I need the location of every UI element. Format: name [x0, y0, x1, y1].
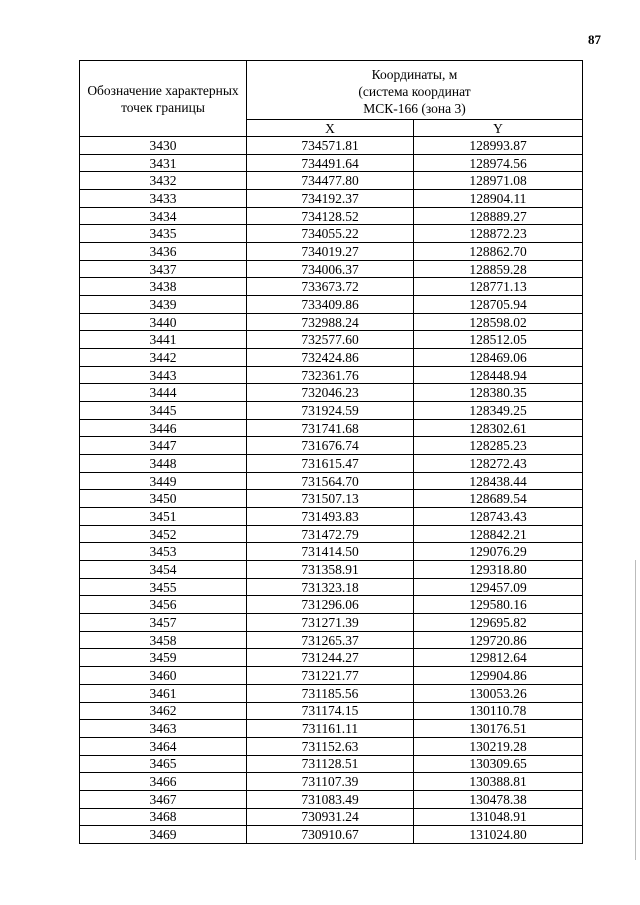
x-coordinate-cell: 731221.77	[247, 667, 414, 685]
point-id-cell: 3465	[80, 755, 247, 773]
table-row	[80, 773, 583, 791]
point-id-cell: 3463	[80, 720, 247, 738]
x-coordinate-cell: 731564.70	[247, 472, 414, 490]
y-coordinate-cell: 130219.28	[414, 737, 583, 755]
x-coordinate-cell: 732424.86	[247, 349, 414, 367]
header-y: Y	[414, 120, 583, 137]
x-coordinate-cell: 731185.56	[247, 684, 414, 702]
header-point-designation: Обозначение характерных точек границы	[80, 61, 247, 137]
table-row	[80, 649, 583, 667]
point-id-cell: 3469	[80, 826, 247, 844]
table-row	[80, 790, 583, 808]
y-coordinate-cell: 129457.09	[414, 578, 583, 596]
x-coordinate-cell: 731414.50	[247, 543, 414, 561]
y-coordinate-cell: 128349.25	[414, 402, 583, 420]
table-row	[80, 366, 583, 384]
point-id-cell: 3468	[80, 808, 247, 826]
y-coordinate-cell: 128771.13	[414, 278, 583, 296]
x-coordinate-cell: 732577.60	[247, 331, 414, 349]
point-id-cell: 3434	[80, 207, 247, 225]
point-id-cell: 3453	[80, 543, 247, 561]
point-id-cell: 3447	[80, 437, 247, 455]
table-row	[80, 455, 583, 473]
point-id-cell: 3437	[80, 260, 247, 278]
point-id-cell: 3448	[80, 455, 247, 473]
point-id-cell: 3462	[80, 702, 247, 720]
x-coordinate-cell: 732361.76	[247, 366, 414, 384]
table-row	[80, 260, 583, 278]
point-id-cell: 3449	[80, 472, 247, 490]
x-coordinate-cell: 731472.79	[247, 525, 414, 543]
x-coordinate-cell: 733673.72	[247, 278, 414, 296]
x-coordinate-cell: 731924.59	[247, 402, 414, 420]
table-row	[80, 543, 583, 561]
x-coordinate-cell: 731107.39	[247, 773, 414, 791]
x-coordinate-cell: 730931.24	[247, 808, 414, 826]
point-id-cell: 3456	[80, 596, 247, 614]
point-id-cell: 3445	[80, 402, 247, 420]
table-row	[80, 225, 583, 243]
point-id-cell: 3458	[80, 631, 247, 649]
table-row	[80, 631, 583, 649]
table-row	[80, 472, 583, 490]
point-id-cell: 3446	[80, 419, 247, 437]
table-row	[80, 578, 583, 596]
point-id-cell: 3452	[80, 525, 247, 543]
point-id-cell: 3431	[80, 154, 247, 172]
table-row	[80, 172, 583, 190]
table-row	[80, 384, 583, 402]
y-coordinate-cell: 128598.02	[414, 313, 583, 331]
table-row	[80, 137, 583, 155]
x-coordinate-cell: 731161.11	[247, 720, 414, 738]
x-coordinate-cell: 731128.51	[247, 755, 414, 773]
table-row	[80, 402, 583, 420]
table-row	[80, 296, 583, 314]
table-row	[80, 755, 583, 773]
x-coordinate-cell: 734006.37	[247, 260, 414, 278]
table-row	[80, 596, 583, 614]
y-coordinate-cell: 128974.56	[414, 154, 583, 172]
x-coordinate-cell: 731676.74	[247, 437, 414, 455]
y-coordinate-cell: 129076.29	[414, 543, 583, 561]
header-coordinates-line1: Координаты, м	[371, 66, 458, 82]
x-coordinate-cell: 731358.91	[247, 561, 414, 579]
point-id-cell: 3436	[80, 243, 247, 261]
x-coordinate-cell: 734491.64	[247, 154, 414, 172]
table-row	[80, 243, 583, 261]
y-coordinate-cell: 128859.28	[414, 260, 583, 278]
point-id-cell: 3430	[80, 137, 247, 155]
x-coordinate-cell: 731152.63	[247, 737, 414, 755]
table-row	[80, 154, 583, 172]
y-coordinate-cell: 128512.05	[414, 331, 583, 349]
point-id-cell: 3455	[80, 578, 247, 596]
table-row	[80, 614, 583, 632]
y-coordinate-cell: 129720.86	[414, 631, 583, 649]
y-coordinate-cell: 128448.94	[414, 366, 583, 384]
y-coordinate-cell: 130053.26	[414, 684, 583, 702]
point-id-cell: 3441	[80, 331, 247, 349]
x-coordinate-cell: 732988.24	[247, 313, 414, 331]
y-coordinate-cell: 130309.65	[414, 755, 583, 773]
point-id-cell: 3444	[80, 384, 247, 402]
y-coordinate-cell: 128438.44	[414, 472, 583, 490]
header-coordinates	[247, 61, 583, 120]
x-coordinate-cell: 731083.49	[247, 790, 414, 808]
x-coordinate-cell: 734571.81	[247, 137, 414, 155]
y-coordinate-cell: 130176.51	[414, 720, 583, 738]
point-id-cell: 3451	[80, 508, 247, 526]
table-row	[80, 667, 583, 685]
y-coordinate-cell: 128862.70	[414, 243, 583, 261]
x-coordinate-cell: 734055.22	[247, 225, 414, 243]
point-id-cell: 3435	[80, 225, 247, 243]
table-body	[80, 137, 583, 844]
point-id-cell: 3439	[80, 296, 247, 314]
table-row	[80, 720, 583, 738]
y-coordinate-cell: 129904.86	[414, 667, 583, 685]
y-coordinate-cell: 128380.35	[414, 384, 583, 402]
point-id-cell: 3457	[80, 614, 247, 632]
y-coordinate-cell: 128272.43	[414, 455, 583, 473]
y-coordinate-cell: 128842.21	[414, 525, 583, 543]
x-coordinate-cell: 731493.83	[247, 508, 414, 526]
point-id-cell: 3440	[80, 313, 247, 331]
y-coordinate-cell: 128743.43	[414, 508, 583, 526]
header-coordinates-line3: МСК-166 (зона 3)	[363, 100, 466, 116]
table-row	[80, 349, 583, 367]
y-coordinate-cell: 128469.06	[414, 349, 583, 367]
coordinates-table	[79, 60, 583, 844]
table-row	[80, 808, 583, 826]
y-coordinate-cell: 129695.82	[414, 614, 583, 632]
table-row	[80, 490, 583, 508]
x-coordinate-cell: 731244.27	[247, 649, 414, 667]
y-coordinate-cell: 130388.81	[414, 773, 583, 791]
point-id-cell: 3438	[80, 278, 247, 296]
table-row	[80, 561, 583, 579]
table-row	[80, 508, 583, 526]
table-row	[80, 190, 583, 208]
table-row	[80, 437, 583, 455]
table-row	[80, 419, 583, 437]
point-id-cell: 3443	[80, 366, 247, 384]
table-row	[80, 684, 583, 702]
x-coordinate-cell: 731174.15	[247, 702, 414, 720]
table-row	[80, 525, 583, 543]
x-coordinate-cell: 731615.47	[247, 455, 414, 473]
point-id-cell: 3461	[80, 684, 247, 702]
x-coordinate-cell: 731507.13	[247, 490, 414, 508]
y-coordinate-cell: 128904.11	[414, 190, 583, 208]
table-row	[80, 737, 583, 755]
x-coordinate-cell: 732046.23	[247, 384, 414, 402]
x-coordinate-cell: 734192.37	[247, 190, 414, 208]
y-coordinate-cell: 131048.91	[414, 808, 583, 826]
table-row	[80, 826, 583, 844]
y-coordinate-cell: 128689.54	[414, 490, 583, 508]
point-id-cell: 3442	[80, 349, 247, 367]
x-coordinate-cell: 734019.27	[247, 243, 414, 261]
table-row	[80, 702, 583, 720]
header-coordinates-line2: (система координат	[358, 83, 471, 99]
point-id-cell: 3450	[80, 490, 247, 508]
point-id-cell: 3467	[80, 790, 247, 808]
point-id-cell: 3433	[80, 190, 247, 208]
table-row	[80, 331, 583, 349]
y-coordinate-cell: 128872.23	[414, 225, 583, 243]
table-row	[80, 278, 583, 296]
y-coordinate-cell: 130110.78	[414, 702, 583, 720]
y-coordinate-cell: 129580.16	[414, 596, 583, 614]
x-coordinate-cell: 734477.80	[247, 172, 414, 190]
y-coordinate-cell: 128971.08	[414, 172, 583, 190]
scan-edge-line	[635, 560, 636, 860]
point-id-cell: 3464	[80, 737, 247, 755]
y-coordinate-cell: 128302.61	[414, 419, 583, 437]
x-coordinate-cell: 731296.06	[247, 596, 414, 614]
y-coordinate-cell: 128705.94	[414, 296, 583, 314]
x-coordinate-cell: 731741.68	[247, 419, 414, 437]
y-coordinate-cell: 128993.87	[414, 137, 583, 155]
point-id-cell: 3466	[80, 773, 247, 791]
y-coordinate-cell: 129318.80	[414, 561, 583, 579]
header-x: X	[247, 120, 414, 137]
page-number: 87	[588, 32, 601, 47]
point-id-cell: 3432	[80, 172, 247, 190]
y-coordinate-cell: 131024.80	[414, 826, 583, 844]
point-id-cell: 3460	[80, 667, 247, 685]
y-coordinate-cell: 128889.27	[414, 207, 583, 225]
table-row	[80, 313, 583, 331]
table-row	[80, 207, 583, 225]
x-coordinate-cell: 733409.86	[247, 296, 414, 314]
x-coordinate-cell: 731323.18	[247, 578, 414, 596]
x-coordinate-cell: 734128.52	[247, 207, 414, 225]
y-coordinate-cell: 128285.23	[414, 437, 583, 455]
x-coordinate-cell: 730910.67	[247, 826, 414, 844]
x-coordinate-cell: 731271.39	[247, 614, 414, 632]
point-id-cell: 3454	[80, 561, 247, 579]
x-coordinate-cell: 731265.37	[247, 631, 414, 649]
y-coordinate-cell: 129812.64	[414, 649, 583, 667]
point-id-cell: 3459	[80, 649, 247, 667]
y-coordinate-cell: 130478.38	[414, 790, 583, 808]
